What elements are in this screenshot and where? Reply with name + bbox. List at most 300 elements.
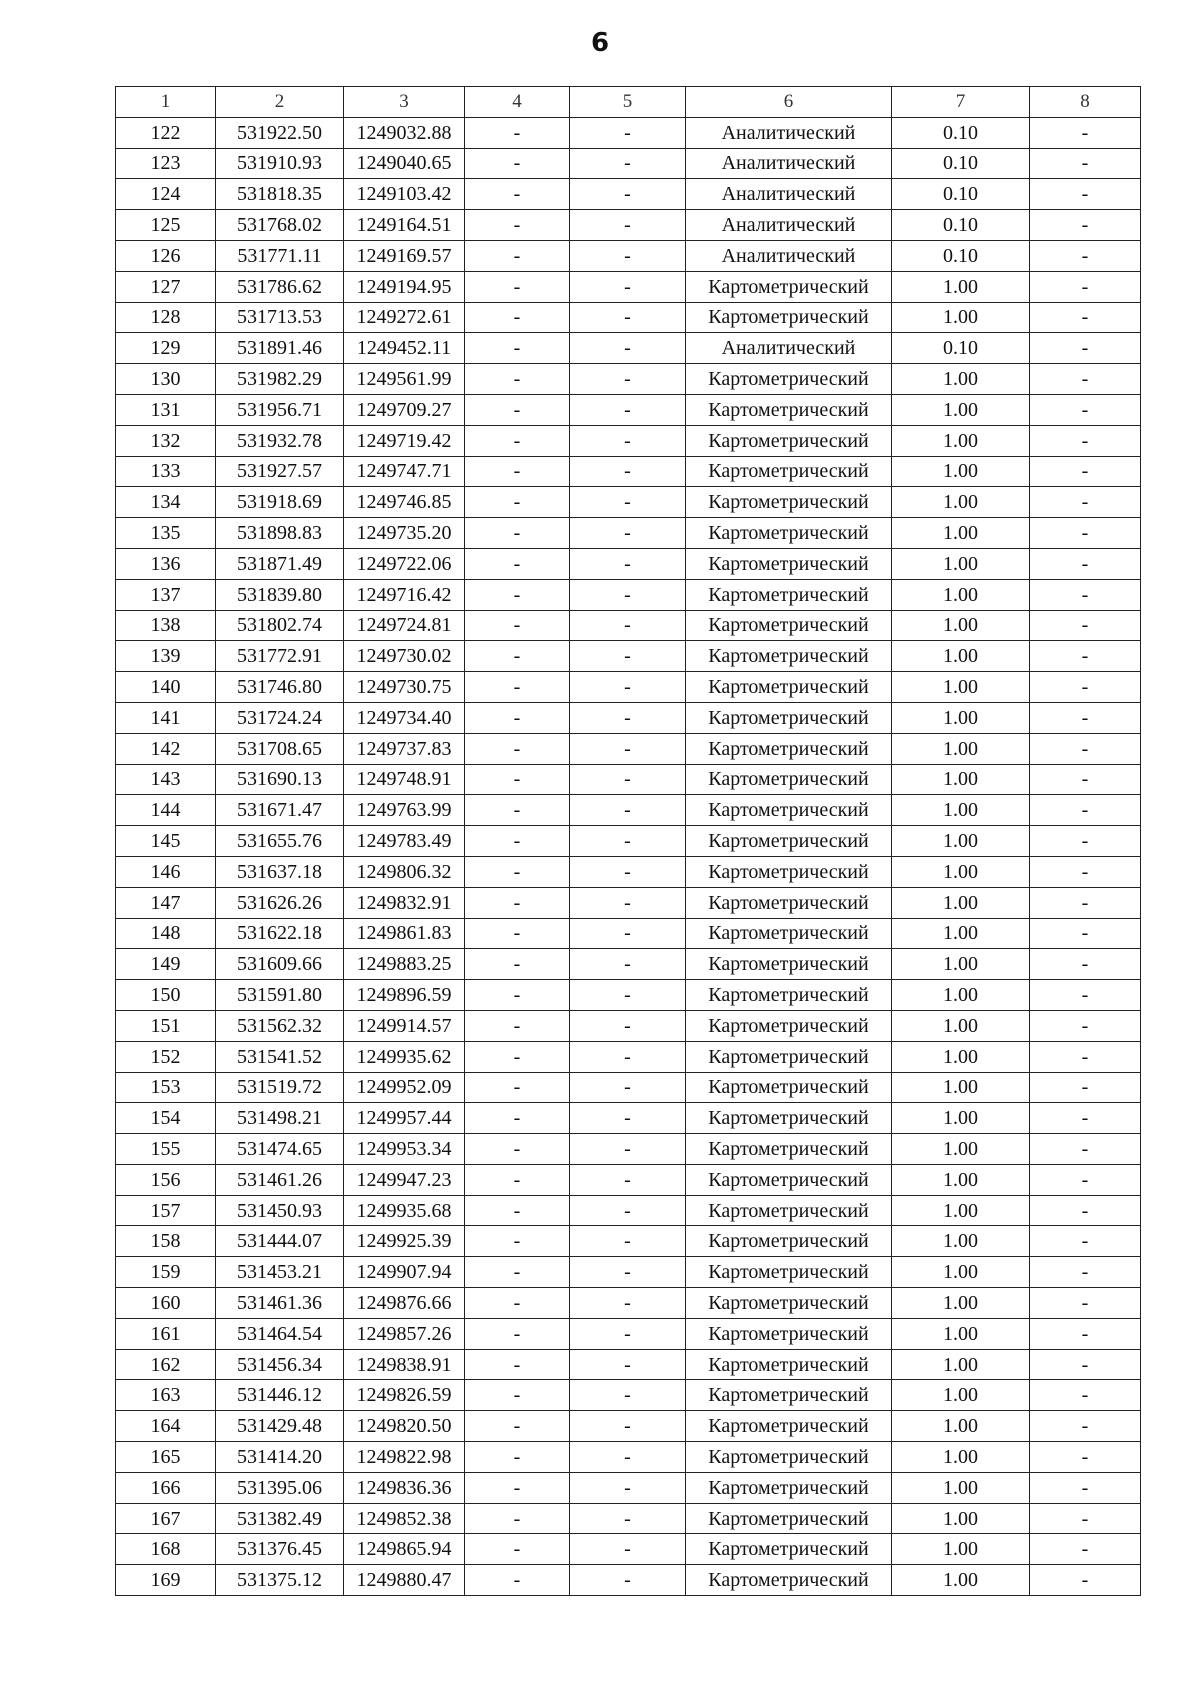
column-5-cell: - — [570, 795, 686, 826]
column-4-cell: - — [465, 1257, 570, 1288]
point-number-cell: 127 — [116, 271, 216, 302]
accuracy-cell: 1.00 — [892, 1503, 1030, 1534]
column-8-cell: - — [1030, 148, 1141, 179]
y-coordinate-cell: 1249746.85 — [344, 487, 465, 518]
table-row — [116, 548, 1141, 579]
column-8-cell: - — [1030, 364, 1141, 395]
column-4-cell: - — [465, 1103, 570, 1134]
point-number-cell: 152 — [116, 1041, 216, 1072]
y-coordinate-cell: 1249735.20 — [344, 518, 465, 549]
table-row — [116, 1288, 1141, 1319]
point-number-cell: 156 — [116, 1164, 216, 1195]
x-coordinate-cell: 531708.65 — [216, 733, 344, 764]
accuracy-cell: 1.00 — [892, 702, 1030, 733]
column-4-cell: - — [465, 302, 570, 333]
accuracy-cell: 1.00 — [892, 856, 1030, 887]
column-5-cell: - — [570, 1195, 686, 1226]
point-number-cell: 146 — [116, 856, 216, 887]
column-4-cell: - — [465, 887, 570, 918]
point-number-cell: 160 — [116, 1288, 216, 1319]
point-number-cell: 168 — [116, 1534, 216, 1565]
point-number-cell: 165 — [116, 1442, 216, 1473]
method-cell: Картометрический — [686, 672, 892, 703]
column-8-cell: - — [1030, 456, 1141, 487]
column-5-cell: - — [570, 949, 686, 980]
accuracy-cell: 1.00 — [892, 456, 1030, 487]
column-8-cell: - — [1030, 1565, 1141, 1596]
column-8-cell: - — [1030, 425, 1141, 456]
table-row — [116, 887, 1141, 918]
column-5-cell: - — [570, 1072, 686, 1103]
column-4-cell: - — [465, 364, 570, 395]
y-coordinate-cell: 1249914.57 — [344, 1010, 465, 1041]
x-coordinate-cell: 531898.83 — [216, 518, 344, 549]
column-5-cell: - — [570, 1534, 686, 1565]
y-coordinate-cell: 1249730.02 — [344, 641, 465, 672]
table-row — [116, 117, 1141, 148]
column-4-cell: - — [465, 179, 570, 210]
table-row — [116, 1257, 1141, 1288]
x-coordinate-cell: 531626.26 — [216, 887, 344, 918]
column-header: 2 — [216, 87, 344, 118]
point-number-cell: 157 — [116, 1195, 216, 1226]
x-coordinate-cell: 531622.18 — [216, 918, 344, 949]
method-cell: Картометрический — [686, 394, 892, 425]
y-coordinate-cell: 1249822.98 — [344, 1442, 465, 1473]
point-number-cell: 137 — [116, 579, 216, 610]
table-row — [116, 1041, 1141, 1072]
point-number-cell: 145 — [116, 826, 216, 857]
point-number-cell: 130 — [116, 364, 216, 395]
column-4-cell: - — [465, 518, 570, 549]
point-number-cell: 132 — [116, 425, 216, 456]
table-row — [116, 1072, 1141, 1103]
x-coordinate-cell: 531591.80 — [216, 980, 344, 1011]
column-4-cell: - — [465, 1503, 570, 1534]
y-coordinate-cell: 1249935.68 — [344, 1195, 465, 1226]
column-4-cell: - — [465, 641, 570, 672]
point-number-cell: 125 — [116, 210, 216, 241]
column-5-cell: - — [570, 548, 686, 579]
column-header: 6 — [686, 87, 892, 118]
column-5-cell: - — [570, 240, 686, 271]
point-number-cell: 163 — [116, 1380, 216, 1411]
point-number-cell: 151 — [116, 1010, 216, 1041]
accuracy-cell: 1.00 — [892, 733, 1030, 764]
point-number-cell: 134 — [116, 487, 216, 518]
y-coordinate-cell: 1249194.95 — [344, 271, 465, 302]
x-coordinate-cell: 531395.06 — [216, 1472, 344, 1503]
column-5-cell: - — [570, 1565, 686, 1596]
column-4-cell: - — [465, 210, 570, 241]
accuracy-cell: 1.00 — [892, 610, 1030, 641]
column-8-cell: - — [1030, 487, 1141, 518]
method-cell: Картометрический — [686, 302, 892, 333]
x-coordinate-cell: 531690.13 — [216, 764, 344, 795]
accuracy-cell: 1.00 — [892, 1318, 1030, 1349]
point-number-cell: 164 — [116, 1411, 216, 1442]
column-5-cell: - — [570, 1503, 686, 1534]
column-4-cell: - — [465, 1288, 570, 1319]
point-number-cell: 167 — [116, 1503, 216, 1534]
table-row — [116, 702, 1141, 733]
accuracy-cell: 1.00 — [892, 887, 1030, 918]
y-coordinate-cell: 1249164.51 — [344, 210, 465, 241]
accuracy-cell: 0.10 — [892, 148, 1030, 179]
table-row — [116, 1411, 1141, 1442]
table-row — [116, 271, 1141, 302]
table-row — [116, 918, 1141, 949]
column-4-cell: - — [465, 980, 570, 1011]
column-4-cell: - — [465, 702, 570, 733]
accuracy-cell: 1.00 — [892, 579, 1030, 610]
x-coordinate-cell: 531910.93 — [216, 148, 344, 179]
column-8-cell: - — [1030, 1318, 1141, 1349]
x-coordinate-cell: 531918.69 — [216, 487, 344, 518]
column-8-cell: - — [1030, 1534, 1141, 1565]
column-5-cell: - — [570, 271, 686, 302]
accuracy-cell: 1.00 — [892, 641, 1030, 672]
column-4-cell: - — [465, 826, 570, 857]
column-8-cell: - — [1030, 1411, 1141, 1442]
column-8-cell: - — [1030, 1103, 1141, 1134]
table-row — [116, 826, 1141, 857]
y-coordinate-cell: 1249734.40 — [344, 702, 465, 733]
y-coordinate-cell: 1249724.81 — [344, 610, 465, 641]
accuracy-cell: 1.00 — [892, 672, 1030, 703]
column-8-cell: - — [1030, 672, 1141, 703]
column-5-cell: - — [570, 425, 686, 456]
table-row — [116, 856, 1141, 887]
x-coordinate-cell: 531444.07 — [216, 1226, 344, 1257]
method-cell: Картометрический — [686, 1380, 892, 1411]
column-8-cell: - — [1030, 764, 1141, 795]
column-4-cell: - — [465, 1442, 570, 1473]
column-5-cell: - — [570, 148, 686, 179]
y-coordinate-cell: 1249883.25 — [344, 949, 465, 980]
point-number-cell: 136 — [116, 548, 216, 579]
accuracy-cell: 1.00 — [892, 918, 1030, 949]
column-5-cell: - — [570, 1288, 686, 1319]
accuracy-cell: 1.00 — [892, 1442, 1030, 1473]
method-cell: Картометрический — [686, 980, 892, 1011]
table-row — [116, 240, 1141, 271]
method-cell: Картометрический — [686, 1503, 892, 1534]
x-coordinate-cell: 531839.80 — [216, 579, 344, 610]
x-coordinate-cell: 531802.74 — [216, 610, 344, 641]
column-8-cell: - — [1030, 856, 1141, 887]
column-8-cell: - — [1030, 949, 1141, 980]
x-coordinate-cell: 531541.52 — [216, 1041, 344, 1072]
point-number-cell: 147 — [116, 887, 216, 918]
column-5-cell: - — [570, 1164, 686, 1195]
point-number-cell: 144 — [116, 795, 216, 826]
y-coordinate-cell: 1249836.36 — [344, 1472, 465, 1503]
x-coordinate-cell: 531375.12 — [216, 1565, 344, 1596]
column-header: 1 — [116, 87, 216, 118]
accuracy-cell: 1.00 — [892, 487, 1030, 518]
y-coordinate-cell: 1249876.66 — [344, 1288, 465, 1319]
table-row — [116, 1010, 1141, 1041]
y-coordinate-cell: 1249722.06 — [344, 548, 465, 579]
x-coordinate-cell: 531724.24 — [216, 702, 344, 733]
column-8-cell: - — [1030, 1380, 1141, 1411]
method-cell: Аналитический — [686, 210, 892, 241]
table-row — [116, 364, 1141, 395]
column-8-cell: - — [1030, 210, 1141, 241]
x-coordinate-cell: 531474.65 — [216, 1134, 344, 1165]
method-cell: Аналитический — [686, 240, 892, 271]
column-5-cell: - — [570, 1442, 686, 1473]
column-8-cell: - — [1030, 117, 1141, 148]
y-coordinate-cell: 1249709.27 — [344, 394, 465, 425]
method-cell: Картометрический — [686, 1103, 892, 1134]
accuracy-cell: 0.10 — [892, 179, 1030, 210]
column-header: 5 — [570, 87, 686, 118]
column-5-cell: - — [570, 1380, 686, 1411]
table-row — [116, 1565, 1141, 1596]
accuracy-cell: 1.00 — [892, 795, 1030, 826]
column-8-cell: - — [1030, 579, 1141, 610]
accuracy-cell: 1.00 — [892, 1164, 1030, 1195]
method-cell: Картометрический — [686, 1134, 892, 1165]
method-cell: Картометрический — [686, 1349, 892, 1380]
y-coordinate-cell: 1249561.99 — [344, 364, 465, 395]
column-4-cell: - — [465, 271, 570, 302]
y-coordinate-cell: 1249032.88 — [344, 117, 465, 148]
column-8-cell: - — [1030, 733, 1141, 764]
column-4-cell: - — [465, 610, 570, 641]
method-cell: Аналитический — [686, 148, 892, 179]
x-coordinate-cell: 531771.11 — [216, 240, 344, 271]
column-5-cell: - — [570, 733, 686, 764]
point-number-cell: 166 — [116, 1472, 216, 1503]
table-row — [116, 980, 1141, 1011]
method-cell: Картометрический — [686, 826, 892, 857]
point-number-cell: 129 — [116, 333, 216, 364]
method-cell: Картометрический — [686, 856, 892, 887]
column-8-cell: - — [1030, 518, 1141, 549]
x-coordinate-cell: 531461.36 — [216, 1288, 344, 1319]
column-4-cell: - — [465, 456, 570, 487]
point-number-cell: 158 — [116, 1226, 216, 1257]
method-cell: Картометрический — [686, 548, 892, 579]
x-coordinate-cell: 531891.46 — [216, 333, 344, 364]
x-coordinate-cell: 531376.45 — [216, 1534, 344, 1565]
column-5-cell: - — [570, 1010, 686, 1041]
x-coordinate-cell: 531786.62 — [216, 271, 344, 302]
table-row — [116, 179, 1141, 210]
method-cell: Аналитический — [686, 333, 892, 364]
x-coordinate-cell: 531429.48 — [216, 1411, 344, 1442]
method-cell: Картометрический — [686, 456, 892, 487]
coordinates-table — [115, 86, 1141, 1596]
accuracy-cell: 0.10 — [892, 240, 1030, 271]
column-4-cell: - — [465, 1010, 570, 1041]
accuracy-cell: 1.00 — [892, 518, 1030, 549]
accuracy-cell: 1.00 — [892, 764, 1030, 795]
method-cell: Картометрический — [686, 1041, 892, 1072]
method-cell: Картометрический — [686, 1164, 892, 1195]
point-number-cell: 135 — [116, 518, 216, 549]
accuracy-cell: 1.00 — [892, 1565, 1030, 1596]
point-number-cell: 149 — [116, 949, 216, 980]
column-5-cell: - — [570, 487, 686, 518]
method-cell: Картометрический — [686, 795, 892, 826]
y-coordinate-cell: 1249953.34 — [344, 1134, 465, 1165]
column-4-cell: - — [465, 1041, 570, 1072]
column-8-cell: - — [1030, 1226, 1141, 1257]
y-coordinate-cell: 1249716.42 — [344, 579, 465, 610]
column-5-cell: - — [570, 456, 686, 487]
column-4-cell: - — [465, 487, 570, 518]
x-coordinate-cell: 531922.50 — [216, 117, 344, 148]
column-8-cell: - — [1030, 302, 1141, 333]
column-8-cell: - — [1030, 179, 1141, 210]
column-4-cell: - — [465, 672, 570, 703]
method-cell: Аналитический — [686, 117, 892, 148]
y-coordinate-cell: 1249857.26 — [344, 1318, 465, 1349]
table-row — [116, 1134, 1141, 1165]
column-5-cell: - — [570, 302, 686, 333]
y-coordinate-cell: 1249748.91 — [344, 764, 465, 795]
method-cell: Аналитический — [686, 179, 892, 210]
x-coordinate-cell: 531609.66 — [216, 949, 344, 980]
table-row — [116, 672, 1141, 703]
column-4-cell: - — [465, 1472, 570, 1503]
x-coordinate-cell: 531655.76 — [216, 826, 344, 857]
column-4-cell: - — [465, 1195, 570, 1226]
column-8-cell: - — [1030, 795, 1141, 826]
accuracy-cell: 1.00 — [892, 949, 1030, 980]
method-cell: Картометрический — [686, 1534, 892, 1565]
column-4-cell: - — [465, 1226, 570, 1257]
method-cell: Картометрический — [686, 271, 892, 302]
x-coordinate-cell: 531713.53 — [216, 302, 344, 333]
column-4-cell: - — [465, 148, 570, 179]
column-5-cell: - — [570, 764, 686, 795]
column-5-cell: - — [570, 1318, 686, 1349]
column-8-cell: - — [1030, 1195, 1141, 1226]
column-8-cell: - — [1030, 548, 1141, 579]
table-header-row — [116, 87, 1141, 118]
x-coordinate-cell: 531519.72 — [216, 1072, 344, 1103]
accuracy-cell: 1.00 — [892, 425, 1030, 456]
column-4-cell: - — [465, 333, 570, 364]
y-coordinate-cell: 1249730.75 — [344, 672, 465, 703]
y-coordinate-cell: 1249952.09 — [344, 1072, 465, 1103]
column-5-cell: - — [570, 887, 686, 918]
table-row — [116, 1164, 1141, 1195]
accuracy-cell: 1.00 — [892, 1072, 1030, 1103]
column-5-cell: - — [570, 333, 686, 364]
table-row — [116, 610, 1141, 641]
table-row — [116, 1318, 1141, 1349]
method-cell: Картометрический — [686, 1226, 892, 1257]
point-number-cell: 123 — [116, 148, 216, 179]
y-coordinate-cell: 1249852.38 — [344, 1503, 465, 1534]
method-cell: Картометрический — [686, 702, 892, 733]
column-5-cell: - — [570, 980, 686, 1011]
method-cell: Картометрический — [686, 887, 892, 918]
table-row — [116, 1226, 1141, 1257]
y-coordinate-cell: 1249719.42 — [344, 425, 465, 456]
point-number-cell: 122 — [116, 117, 216, 148]
column-5-cell: - — [570, 579, 686, 610]
column-8-cell: - — [1030, 333, 1141, 364]
point-number-cell: 124 — [116, 179, 216, 210]
column-8-cell: - — [1030, 1134, 1141, 1165]
column-5-cell: - — [570, 702, 686, 733]
table-row — [116, 764, 1141, 795]
table-row — [116, 302, 1141, 333]
y-coordinate-cell: 1249925.39 — [344, 1226, 465, 1257]
y-coordinate-cell: 1249935.62 — [344, 1041, 465, 1072]
y-coordinate-cell: 1249820.50 — [344, 1411, 465, 1442]
x-coordinate-cell: 531456.34 — [216, 1349, 344, 1380]
column-8-cell: - — [1030, 702, 1141, 733]
column-4-cell: - — [465, 1072, 570, 1103]
column-4-cell: - — [465, 1534, 570, 1565]
column-5-cell: - — [570, 610, 686, 641]
column-8-cell: - — [1030, 1072, 1141, 1103]
column-8-cell: - — [1030, 1041, 1141, 1072]
y-coordinate-cell: 1249747.71 — [344, 456, 465, 487]
y-coordinate-cell: 1249865.94 — [344, 1534, 465, 1565]
accuracy-cell: 1.00 — [892, 1534, 1030, 1565]
column-8-cell: - — [1030, 826, 1141, 857]
point-number-cell: 161 — [116, 1318, 216, 1349]
point-number-cell: 128 — [116, 302, 216, 333]
column-4-cell: - — [465, 733, 570, 764]
table-row — [116, 1380, 1141, 1411]
column-4-cell: - — [465, 579, 570, 610]
table-row — [116, 456, 1141, 487]
column-5-cell: - — [570, 1041, 686, 1072]
column-8-cell: - — [1030, 887, 1141, 918]
y-coordinate-cell: 1249763.99 — [344, 795, 465, 826]
column-8-cell: - — [1030, 980, 1141, 1011]
table-row — [116, 1442, 1141, 1473]
x-coordinate-cell: 531464.54 — [216, 1318, 344, 1349]
table-row — [116, 1503, 1141, 1534]
method-cell: Картометрический — [686, 1565, 892, 1596]
page-number: 6 — [590, 28, 610, 58]
table-row — [116, 733, 1141, 764]
column-8-cell: - — [1030, 610, 1141, 641]
x-coordinate-cell: 531453.21 — [216, 1257, 344, 1288]
y-coordinate-cell: 1249947.23 — [344, 1164, 465, 1195]
point-number-cell: 148 — [116, 918, 216, 949]
point-number-cell: 140 — [116, 672, 216, 703]
column-8-cell: - — [1030, 1010, 1141, 1041]
accuracy-cell: 0.10 — [892, 210, 1030, 241]
accuracy-cell: 1.00 — [892, 1349, 1030, 1380]
accuracy-cell: 1.00 — [892, 1195, 1030, 1226]
y-coordinate-cell: 1249838.91 — [344, 1349, 465, 1380]
column-4-cell: - — [465, 548, 570, 579]
y-coordinate-cell: 1249957.44 — [344, 1103, 465, 1134]
column-8-cell: - — [1030, 918, 1141, 949]
y-coordinate-cell: 1249169.57 — [344, 240, 465, 271]
accuracy-cell: 0.10 — [892, 117, 1030, 148]
column-5-cell: - — [570, 918, 686, 949]
column-8-cell: - — [1030, 1257, 1141, 1288]
accuracy-cell: 1.00 — [892, 548, 1030, 579]
x-coordinate-cell: 531772.91 — [216, 641, 344, 672]
y-coordinate-cell: 1249737.83 — [344, 733, 465, 764]
x-coordinate-cell: 531932.78 — [216, 425, 344, 456]
